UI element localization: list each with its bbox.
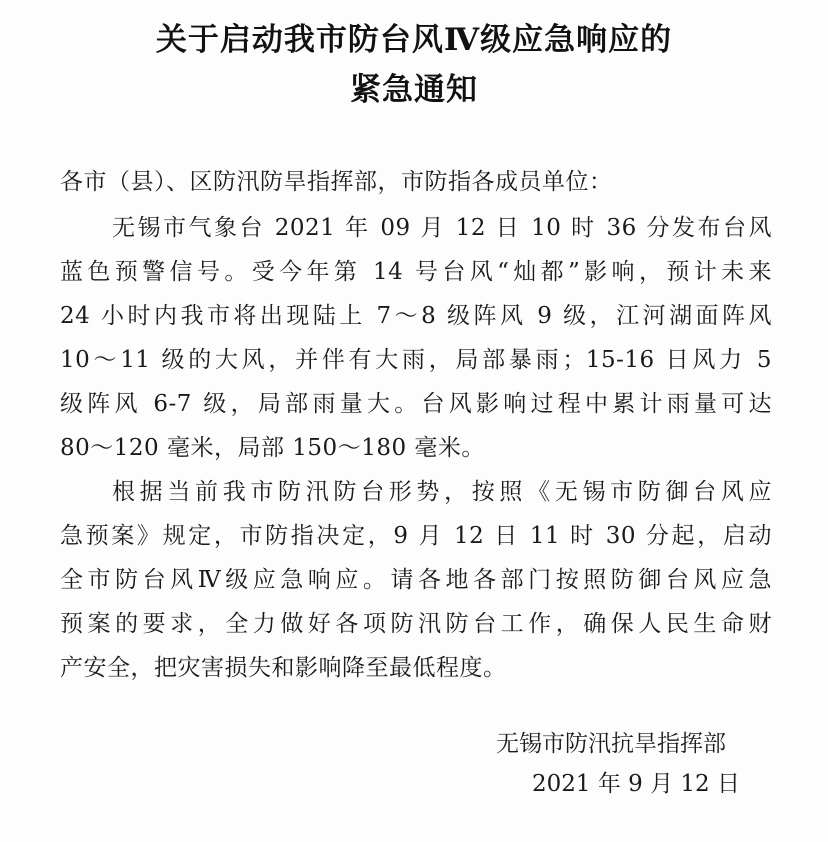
salutation: 各市（县）、区防汛防旱指挥部，市防指各成员单位： <box>60 169 613 195</box>
paragraph-2-line: 急预案》规定，市防指决定，9 月 12 日 11 时 30 分起，启动 <box>60 523 772 549</box>
document-title-line-1: 关于启动我市防台风Ⅳ级应急响应的 <box>155 22 673 58</box>
paragraph-1-line: 80～120 毫米，局部 150～180 毫米。 <box>60 435 485 461</box>
paragraph-1-line: 级阵风 6-7 级，局部雨量大。台风影响过程中累计雨量可达 <box>60 391 772 417</box>
paragraph-2-line: 预案的要求，全力做好各项防汛防台工作，确保人民生命财 <box>60 611 772 637</box>
signature-organization: 无锡市防汛抗旱指挥部 <box>496 731 726 757</box>
paragraph-1-line: 蓝色预警信号。受今年第 14 号台风“灿都”影响，预计未来 <box>60 259 772 285</box>
paragraph-2-line: 产安全，把灾害损失和影响降至最低程度。 <box>60 655 507 681</box>
signature-date: 2021 年 9 月 12 日 <box>532 771 740 797</box>
paragraph-1-line: 无锡市气象台 2021 年 09 月 12 日 10 时 36 分发布台风 <box>112 215 772 241</box>
document-title-line-2: 紧急通知 <box>350 72 478 108</box>
paragraph-1-line: 10～11 级的大风，并伴有大雨，局部暴雨；15-16 日风力 5 <box>60 347 772 373</box>
paragraph-2-line: 全市防台风Ⅳ级应急响应。请各地各部门按照防御台风应急 <box>60 567 772 593</box>
paragraph-1-line: 24 小时内我市将出现陆上 7～8 级阵风 9 级，江河湖面阵风 <box>60 303 772 329</box>
paragraph-2-line: 根据当前我市防汛防台形势，按照《无锡市防御台风应 <box>112 479 772 505</box>
